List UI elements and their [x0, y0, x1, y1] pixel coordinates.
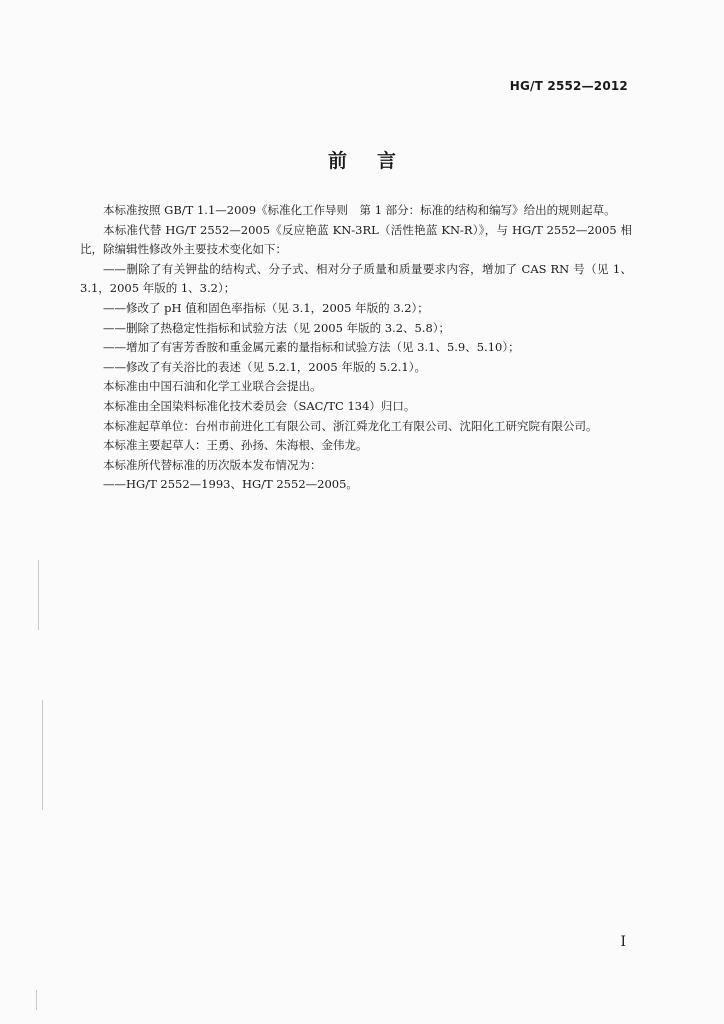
scan-speck	[38, 560, 39, 630]
change-item-2: ——修改了 pH 值和固色率指标（见 3.1，2005 年版的 3.2）；	[103, 300, 429, 315]
change-item-4: ——增加了有害芳香胺和重金属元素的量指标和试验方法（见 3.1、5.9、5.10）；	[103, 340, 520, 355]
paragraph-previous-editions: 本标准所代替标准的历次版本发布情况为：	[103, 457, 322, 472]
paragraph-main-drafters: 本标准主要起草人：王勇、孙扬、朱海根、金伟龙。	[103, 438, 368, 453]
paragraph-proposed-by: 本标准由中国石油和化学工业联合会提出。	[103, 379, 322, 394]
paragraph-replacement: 本标准代替 HG/T 2552—2005《反应艳蓝 KN-3RL（活性艳蓝 KN-R）》，与 HG/T 2552—2005 相比，除编辑性修改外主要技术变化如下：	[80, 222, 632, 257]
change-item-3: ——删除了热稳定性指标和试验方法（见 2005 年版的 3.2、5.8）；	[103, 320, 451, 335]
change-item-5: ——修改了有关浴比的表述（见 5.2.1，2005 年版的 5.2.1）。	[103, 359, 427, 374]
page-title: 前言	[327, 150, 426, 172]
paragraph-drafting-rules: 本标准按照 GB/T 1.1—2009《标准化工作导则 第 1 部分：标准的结构和编写》给出的规则起草。	[103, 203, 616, 217]
paragraph-administered-by: 本标准由全国染料标准化技术委员会（SAC/TC 134）归口。	[103, 398, 416, 413]
scan-speck	[36, 990, 37, 1010]
previous-editions-list: ——HG/T 2552—1993、HG/T 2552—2005。	[103, 477, 358, 492]
foreword-body	[80, 201, 632, 495]
scan-speck	[42, 700, 43, 810]
page-number: I	[620, 934, 626, 950]
paragraph-drafting-units: 本标准起草单位：台州市前进化工有限公司、浙江舜龙化工有限公司、沈阳化工研究院有限公司。	[103, 418, 598, 433]
standard-code: HG/T 2552—2012	[509, 79, 628, 93]
change-item-1: ——删除了有关钾盐的结构式、分子式、相对分子质量和质量要求内容，增加了 CAS RN 号（见 1、3.1，2005 年版的 1、3.2）；	[80, 261, 632, 296]
